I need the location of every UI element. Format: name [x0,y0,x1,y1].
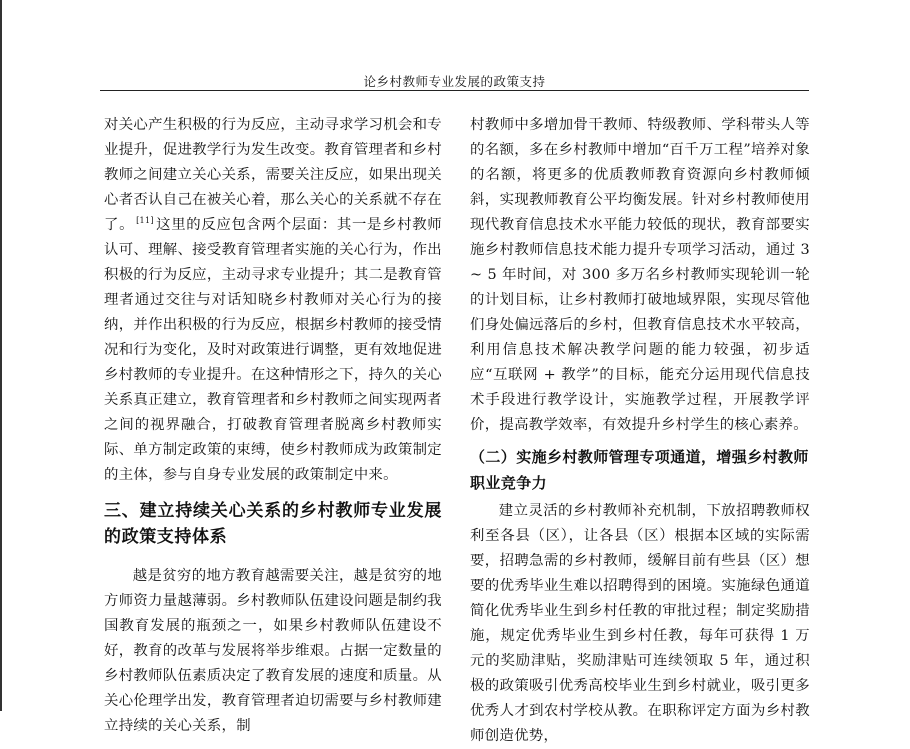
left-column [104,113,442,734]
left-paragraph-1-text-a: 对关心产生积极的行为反应，主动寻求学习机会和专业提升，促进教学行为发生改变。教育管理者和乡村教师之间建立关心关系，需要关注反应，如果出现关心者否认自己在被关心着，那么关心的关系就不存在了。 [104,117,442,233]
right-paragraph-2: 建立灵活的乡村教师补充机制，下放招聘教师权利至各县（区），让各县（区）根据本区域的实际需要，招聘急需的乡村教师，缓解目前有些县（区）想要的优秀毕业生难以招聘得到的困境。实施绿色通道简化优秀毕业生到乡村任教的审批过程；制定奖励措施，规定优秀毕业生到乡村任教，每年可获得 1 万元的奖励津贴，奖励津贴可连续领取 5 年，通过积极的政策吸引优秀高校毕业生到乡村就业，吸引更多优秀人才到农村学校从教。在职称评定方面为乡村教师创造优势， [470,503,810,744]
left-paragraph-2: 越是贫穷的地方教育越需要关注，越是贫穷的地方师资力量越薄弱。乡村教师队伍建设问题是制约我国教育发展的瓶颈之一，如果乡村教师队伍建设不好，教育的改革与发展将举步维艰。占据一定数量的乡村教师队伍素质决定了教育发展的速度和质量。从关心伦理学出发，教育管理者迫切需要与乡村教师建立持续的关心关系，制 [104,568,442,734]
page-edge-rule [0,0,2,711]
citation-marker: [11] [136,216,154,226]
left-paragraph-1 [104,113,442,488]
right-paragraph-1: 村教师中多增加骨干教师、特级教师、学科带头人等的名额，多在乡村教师中增加“百千万工程”培养对象的名额，将更多的优质教师教育资源向乡村教师倾斜，实现教师教育公平均衡发展。针对乡村教师使用现代教育信息技术水平能力较低的现状，教育部要实施乡村教师信息技术能力提升专项学习活动，通过 3 ~ 5 年时间，对 300 多万名乡村教师实现轮训一轮的计划目标，让乡村教师打破地域界限，实现尽管他们身处偏远落后的乡村，但教育信息技术水平较高，利用信息技术解决教学问题的能力较强，初步适应“互联网 + 教学”的目标，能充分运用现代信息技术手段进行教学设计，实施教学过程，开展教学评价，提高教学效率，有效提升乡村学生的核心素养。 [470,117,810,433]
left-paragraph-1-text-b: 这里的反应包含两个层面：其一是乡村教师认可、理解、接受教育管理者实施的关心行为，作出积极的行为反应，主动寻求专业提升；其二是教育管理者通过交往与对话知晓乡村教师对关心行为的接纳，并作出积极的行为反应，根据乡村教师的接受情况和行为变化，及时对政策进行调整，更有效地促进乡村教师的专业提升。在这种情形之下，持久的关心关系真正建立，教育管理者和乡村教师之间实现两者之间的视界融合，打破教育管理者脱离乡村教师实际、单方制定政策的束缚，使乡村教师成为政策制定的主体，参与自身专业发展的政策制定中来。 [104,217,442,483]
right-column [470,113,810,744]
sub-heading-2: （二）实施乡村教师管理专项通道，增强乡村教师职业竞争力 [470,448,809,492]
section-heading-3: 三、建立持续关心关系的乡村教师专业发展的政策支持体系 [104,501,442,547]
running-header-title: 论乡村教师专业发展的政策支持 [363,74,546,89]
running-header [100,64,809,91]
